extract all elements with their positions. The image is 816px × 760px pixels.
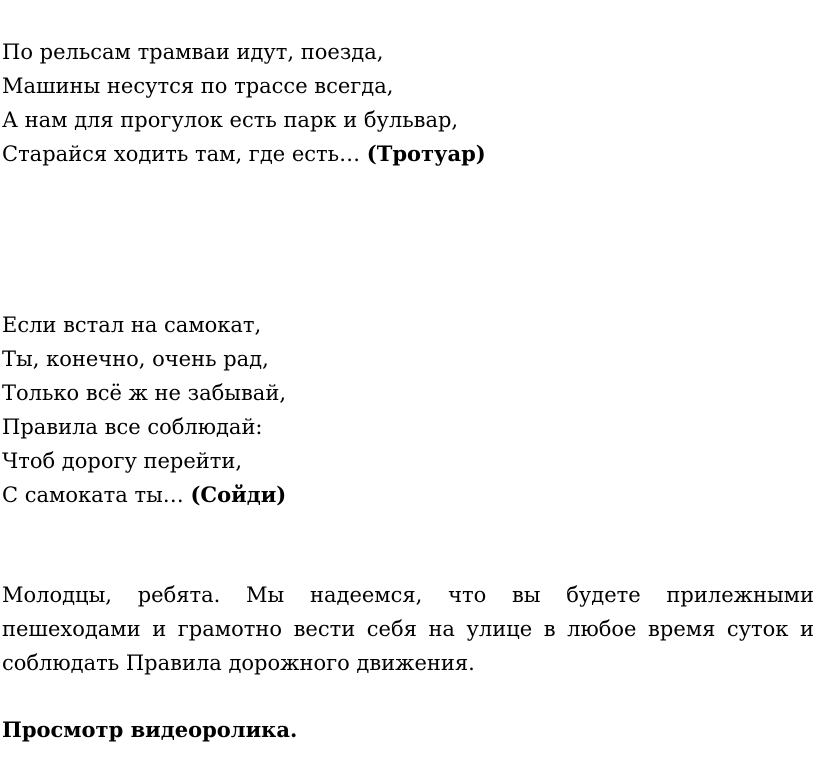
poem-line: Если встал на самокат,	[2, 313, 262, 337]
poem-line-text: Старайся ходить там, где есть…	[2, 142, 367, 166]
riddle-answer: (Тротуар)	[366, 141, 486, 166]
poem-line: Ты, конечно, очень рад,	[2, 347, 269, 371]
poem-line: Правила все соблюдай:	[2, 415, 263, 439]
poem-line	[2, 478, 286, 512]
section-heading: Просмотр видеоролика.	[2, 717, 298, 742]
poem-line: Чтоб дорогу перейти,	[2, 449, 243, 473]
poem-line: А нам для прогулок есть парк и бульвар,	[2, 108, 459, 132]
poem-line	[2, 137, 486, 171]
closing-paragraph: Молодцы, ребята. Мы надеемся, что вы будете прилежными пешеходами и грамотно вести себя на улице в любое время суток и соблюдать Правила дорожного движения.	[2, 583, 814, 675]
poem-line-text: С самоката ты…	[2, 483, 191, 507]
riddle-answer: (Сойди)	[190, 482, 287, 507]
poem-line: Только всё ж не забывай,	[2, 381, 286, 405]
poem-line: По рельсам трамваи идут, поезда,	[2, 40, 384, 64]
poem-line: Машины несутся по трассе всегда,	[2, 74, 394, 98]
